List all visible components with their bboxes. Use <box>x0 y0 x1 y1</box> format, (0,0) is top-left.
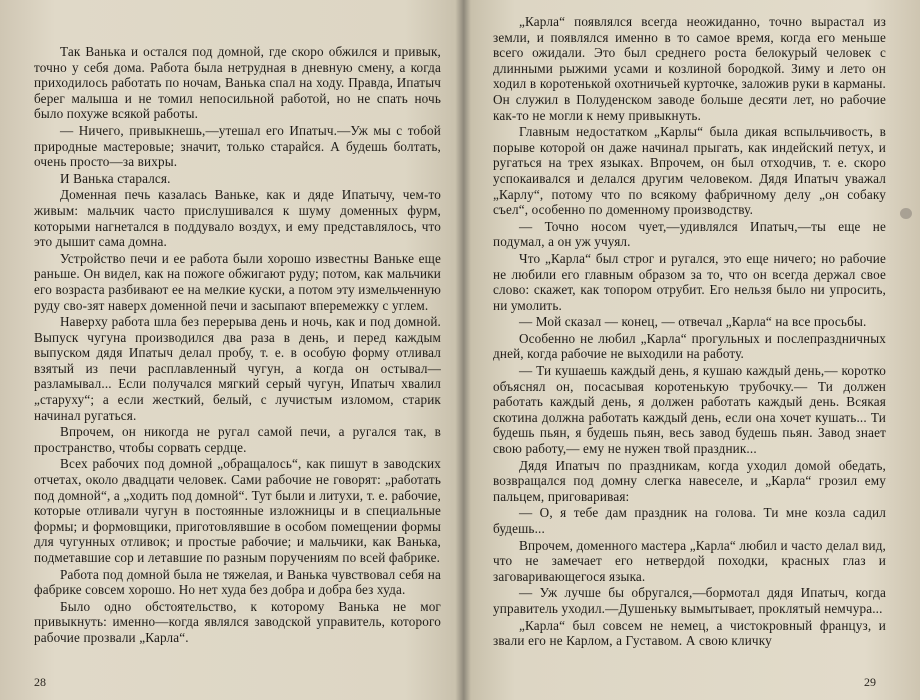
paragraph: Впрочем, доменного мастера „Карла“ любил и часто делал вид, что не замечает его нетвердой походки, красных глаз и заговаривающегося языка. <box>493 537 886 584</box>
page-number-right: 29 <box>864 675 876 689</box>
paper-stain <box>900 208 912 219</box>
paragraph: — О, я тебе дам праздник на голова. Ти мне козла садил будешь... <box>493 505 886 536</box>
paragraph: — Ти кушаешь каждый день, я кушаю каждый день,— коротко объяснял он, посасывая коротенькую трубочку.— Ти должен работать каждый день, я должен работать каждый день. Всякая скотина должна работать каждый день, если она хочет кушать... Ти будешь пьян, я будешь пьян, весь завод будешь пьян. Завод знает свою работу,— ему не нужен твой праздник... <box>493 363 886 457</box>
paragraph: „Карла“ был совсем не немец, а чистокровный француз, и звали его не Карлом, а Густавом. А свою кличку <box>493 617 886 649</box>
paragraph: Наверху работа шла без перерыва день и ночь, как и под домной. Выпуск чугуна производился два раза в день, и перед каждым выпуском дядя Ипатыч делал пробу, т. е. в особую форму отливал взятый из печи расплавленный чугун, а когда он остывал—разламывал... Если получался мягкий серый чугун, Ипатыч хвалил „старуху“; а если жесткий, белый, с лучистым изломом, старик начинал ругаться. <box>34 314 441 423</box>
left-page-text <box>34 44 441 646</box>
paragraph: Что „Карла“ был строг и ругался, это еще ничего; но рабочие не любили его главным образом за то, что он всегда держал свое слово: скажет, как топором отрубит. Его нельзя было ни упросить, ни умолить. <box>493 250 886 313</box>
paragraph: „Карла“ появлялся всегда неожиданно, точно вырастал из земли, и появлялся именно в то самое время, когда его меньше всего ожидали. Это был среднего роста белокурый человек с длинными рыжими усами и козлиной бородкой. Зиму и лето он ходил в коротенькой охотничьей курточке, заложив руки в карманы. Он служил в Полуденском заводе больше десяти лет, но рабочие как-то не могли к нему привыкнуть. <box>493 14 886 123</box>
paragraph: Дядя Ипатыч по праздникам, когда уходил домой обедать, возвращался под домну слегка навеселе, и „Карла“ грозил ему пальцем, приговаривая: <box>493 457 886 504</box>
right-page-text <box>493 14 886 649</box>
paragraph: Доменная печь казалась Ваньке, как и дяде Ипатычу, чем-то живым: мальчик часто прислушивался к шуму доменных фурм, которыми нагнетался в поддувало воздух, и ему представлялось, что это дышит сама домна. <box>34 187 441 250</box>
paragraph: Впрочем, он никогда не ругал самой печи, а ругался так, в пространство, чтобы сорвать сердце. <box>34 424 441 455</box>
paragraph: — Ничего, привыкнешь,—утешал его Ипатыч.—Уж мы с тобой природные мастеровые; значит, только старайся. А будешь болтать, очень просто—за вихры. <box>34 122 441 170</box>
left-page <box>0 0 455 700</box>
paragraph: — Мой сказал — конец, — отвечал „Карла“ на все просьбы. <box>519 314 867 330</box>
paragraph: — Точно носом чует,—удивлялся Ипатыч,—ты еще не подумал, а он уж учуял. <box>493 218 886 250</box>
paragraph: Особенно не любил „Карла“ прогульных и послепраздничных дней, когда рабочие не выходили на работу. <box>493 330 886 362</box>
paragraph: Всех рабочих под домной „обращалось“, как пишут в заводских отчетах, около двадцати человек. Сами рабочие не говорят: „работать под домной“, а „ходить под домной“. Тут были и литухи, т. е. рабочие, которые отливали чугун в постоянные изложницы и в специальные формы; и формовщики, приготовлявшие в особом помещении формы для чугунных отливок; и простые рабочие; и мальчики, как Ванька, подметавшие сор и летавшие по разным поручениям по всей фабрике. <box>34 456 441 565</box>
paragraph: — Уж лучше бы обругался,—бормотал дядя Ипатыч, когда управитель уходил.—Душеньку вымытывает, проклятый немчура... <box>493 585 886 616</box>
paragraph: Устройство печи и ее работа были хорошо известны Ваньке еще раньше. Он видел, как на пожоге обжигают руду; потом, как мальчики его возраста разбивают ее на мелкие куски, а потом эту измельченную руду сво-зят наверх доменной печи и засыпают вперемежку с углем. <box>34 250 441 313</box>
paragraph: И Ванька старался. <box>60 170 171 186</box>
paragraph: Так Ванька и остался под домной, где скоро обжился и привык, точно у себя дома. Работа была нетрудная в дневную смену, а когда приходилось работать по ночам, Ванька спал на ходу. Правда, Ипатыч берег малыша и не томил непосильной работой, но не спать ночь было похуже всякой работы. <box>34 44 441 122</box>
paragraph: Было одно обстоятельство, к которому Ванька не мог привыкнуть: именно—когда являлся заводской управитель, которого рабочие прозвали „Карла“. <box>34 598 441 645</box>
paragraph: Работа под домной была не тяжелая, и Ванька чувствовал себя на фабрике совсем хорошо. Но нет худа без добра и добра без худа. <box>34 566 441 598</box>
right-page <box>465 0 920 700</box>
paragraph: Главным недостатком „Карлы“ была дикая вспыльчивость, в порыве которой он даже начинал прыгать, как индейский петух, и ругаться на трех языках. Впрочем, он был отходчив, т. е. скоро успокаивался и делался другим человеком. Дядя Ипатыч уважал „Карлу“, потому что по всякому фабричному делу „он собаку съел“, особенно по доменному производству. <box>493 124 886 218</box>
page-number-left: 28 <box>34 675 46 689</box>
